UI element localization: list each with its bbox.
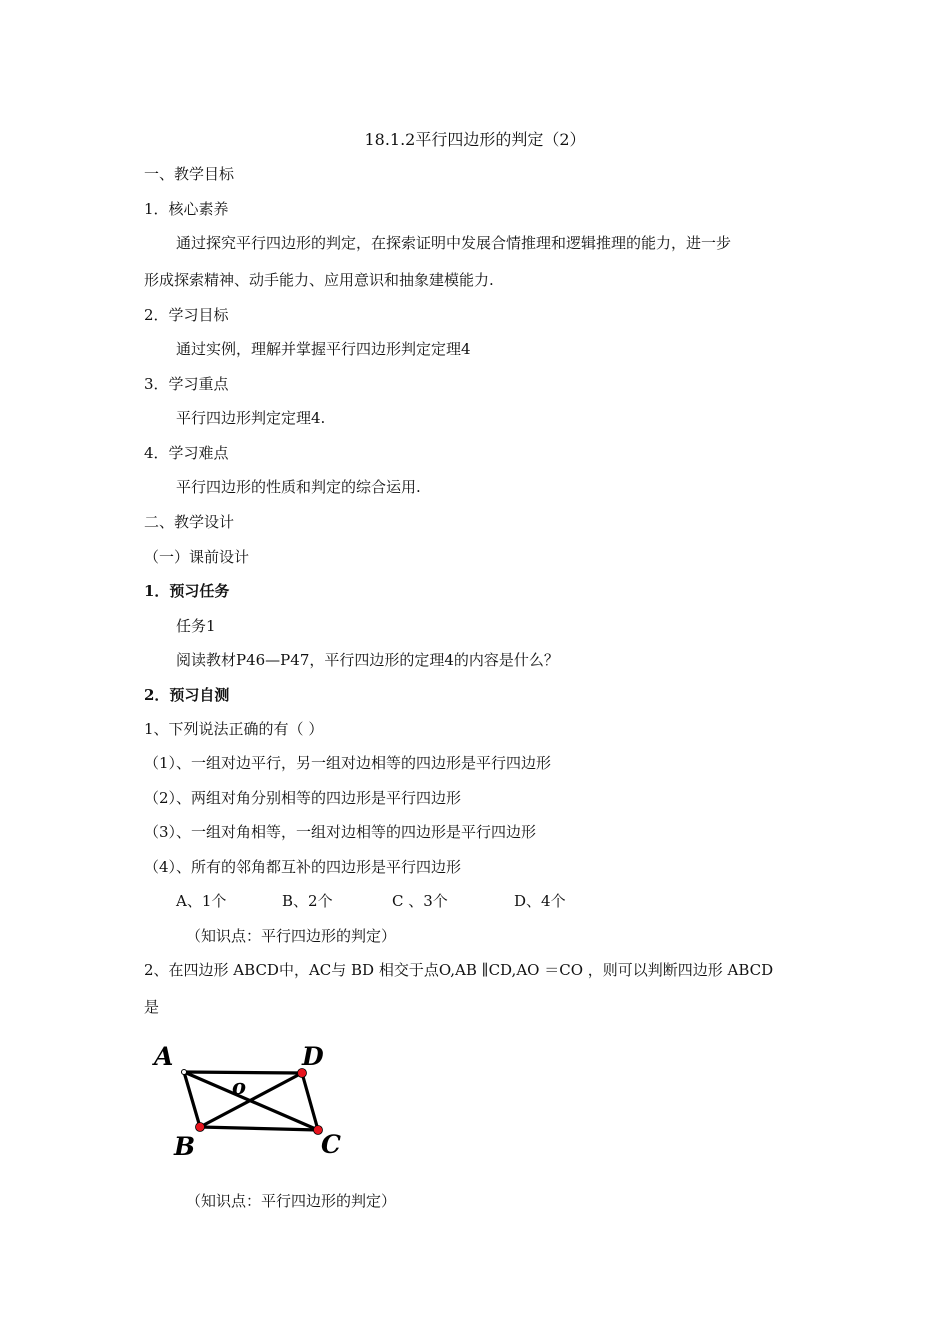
task-1-label: 任务1	[176, 617, 216, 635]
difficulty-text: 平行四边形的性质和判定的综合运用.	[176, 478, 421, 496]
core-literacy-paragraph-2: 形成探索精神、动手能力、应用意识和抽象建模能力.	[144, 271, 494, 289]
diagonal-bd	[200, 1073, 302, 1127]
label-b: B	[174, 1132, 196, 1161]
vertex-a-point	[182, 1070, 187, 1075]
question-1-statement-2: （2）、两组对角分别相等的四边形是平行四边形	[144, 789, 462, 807]
question-1-statement-3: （3）、一组对角相等，一组对边相等的四边形是平行四边形	[144, 823, 537, 841]
heading-key-point: 3．学习重点	[144, 375, 229, 393]
section-heading-design: 二、教学设计	[144, 513, 235, 531]
vertex-b-point	[196, 1123, 205, 1132]
knowledge-point-1: （知识点：平行四边形的判定）	[186, 927, 397, 945]
label-o: o	[232, 1074, 247, 1099]
question-2-line-1: 2、在四边形 ABCD中，AC与 BD 相交于点O,AB ∥CD,AO ＝CO ，则可以判断四边形 ABCD	[144, 961, 774, 979]
heading-preview-task: 1．预习任务	[144, 582, 230, 600]
question-1: 1、下列说法正确的有（ ）	[144, 720, 324, 738]
key-point-text: 平行四边形判定定理4.	[176, 409, 326, 427]
option-a: A、1个	[176, 892, 227, 910]
heading-difficulty: 4．学习难点	[144, 444, 229, 462]
parallelogram-diagram	[140, 1030, 380, 1170]
parallelogram-figure	[140, 1030, 380, 1170]
option-b: B、2个	[282, 892, 333, 910]
question-2-line-2: 是	[144, 998, 160, 1016]
core-literacy-paragraph-1: 通过探究平行四边形的判定，在探索证明中发展合情推理和逻辑推理的能力，进一步	[176, 234, 732, 252]
side-da	[184, 1072, 302, 1073]
heading-self-test: 2．预习自测	[144, 686, 230, 704]
task-1-question: 阅读教材P46—P47，平行四边形的定理4的内容是什么？	[176, 651, 559, 669]
label-a: A	[154, 1042, 174, 1071]
side-cd	[302, 1073, 318, 1130]
section-heading-objectives: 一、教学目标	[144, 165, 235, 183]
side-ab	[184, 1072, 200, 1127]
question-1-statement-1: （1）、一组对边平行，另一组对边相等的四边形是平行四边形	[144, 754, 552, 772]
label-d: D	[302, 1042, 324, 1071]
label-c: C	[321, 1130, 341, 1159]
option-d: D、4个	[514, 892, 566, 910]
subheading-pre-class: （一）课前设计	[144, 548, 250, 566]
question-1-statement-4: （4）、所有的邻角都互补的四边形是平行四边形	[144, 858, 462, 876]
knowledge-point-2: （知识点：平行四边形的判定）	[186, 1192, 397, 1210]
option-c: C 、3个	[392, 892, 448, 910]
heading-learning-objective: 2．学习目标	[144, 306, 229, 324]
side-bc	[200, 1127, 318, 1130]
heading-core-literacy: 1．核心素养	[144, 200, 229, 218]
document-title: 18.1.2平行四边形的判定（2）	[364, 130, 586, 149]
learning-objective-text: 通过实例，理解并掌握平行四边形判定定理4	[176, 340, 471, 358]
